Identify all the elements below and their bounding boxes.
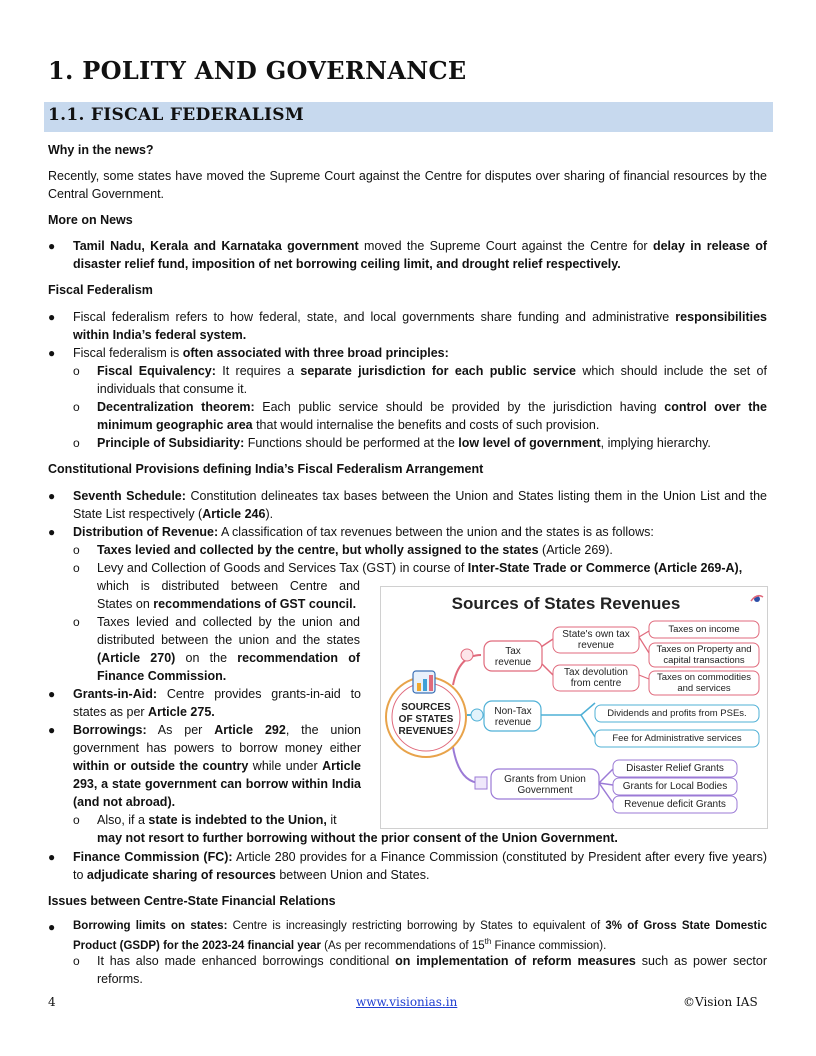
taxes-income-label: Taxes on income xyxy=(668,624,740,635)
section-heading: 1.1. FISCAL FEDERALISM xyxy=(48,105,304,125)
disaster-grants-label: Disaster Relief Grants xyxy=(626,763,724,774)
copyright: ©Vision IAS xyxy=(683,995,758,1009)
infographic-title: Sources of States Revenues xyxy=(451,594,681,613)
constitutional-title: Constitutional Provisions defining India’s Fiscal Federalism Arrangement xyxy=(48,462,484,476)
issues-title: Issues between Centre-State Financial Relations xyxy=(48,894,336,908)
why-news-text: Recently, some states have moved the Supreme Court against the Centre for disputes over sharing of financial resources by the Central Government. xyxy=(48,169,767,201)
fee-admin-label: Fee for Administrative services xyxy=(612,733,742,744)
page-number: 4 xyxy=(48,995,56,1009)
fiscal-fed-title: Fiscal Federalism xyxy=(48,283,153,297)
sources-of-revenue-infographic xyxy=(380,586,768,829)
website-link[interactable]: www.visionias.in xyxy=(356,995,458,1009)
taxes-property-label: Taxes on Property and capital transactions xyxy=(656,644,752,666)
more-news-title: More on News xyxy=(48,213,133,227)
dividends-label: Dividends and profits from PSEs. xyxy=(607,708,747,719)
taxes-commodities-label: Taxes on commodities and services xyxy=(657,672,751,694)
document-page: 1. POLITY AND GOVERNANCE 1.1. FISCAL FEDERALISM Why in the news? Recently, some states have moved the Supreme Court against the Centre for disputes over sharing of financial resources by the Central Government. More on News ● Tamil Nadu, Kerala and Karnataka government moved the Supreme Court against the Centre for delay in release of disaster relief fund, imposition of net borrowing ceiling limit, and drought relief respectively. Fiscal Federalism ● Fiscal federalism refers to how federal, state, and local governments share funding and administrative responsibilities within India’s federal system. ● Fiscal federalism is often associated with three broad principles: o Fiscal Equivalency: It requires a separate jurisdiction for each public service which should include the set of individuals that consume it. o Decentralization theorem: Each public service should be provided by the jurisdiction having control over the minimum geographic area that would internalise the benefits and costs of such provision. o Principle of Subsidiarity: Functions should be performed at the low level of government, implying hierarchy. Constitutional Provisions defining India’s Fiscal Federalism Arrangement ● Seventh Schedule: Constitution delineates tax bases between the Union and States listing them in the Union List and the State List respectively (Article 246). ● Distribution of Revenue: A classification of tax revenues between the union and the states is as follows: o Taxes levied and collected by the centre, but wholly assigned to the states (Article 269). o Levy and Collection of Goods and Services Tax (GST) in course of Inter-State Trade or Commerce (Article 269-A), which is distributed between Centre and States on recommendations of GST council. o Taxes levied and collected by the union and distributed between the union and the states (Article 270) on the recommendation of Finance Commission. ● Grants-in-Aid: Centre provides grants-in-aid to states as per Article 275. ● Borrowings: As per Article 292, the union government has powers to borrow money either within or outside the country while under Article 293, a state government can borrow within India (and not abroad). o Also, if a state is indebted to the Union, it may not resort to further borrowing without the prior consent of the Union Government. ● Finance Commission (FC): Article 280 provides for a Finance Commission (constituted by President after every five years) to adjudicate sharing of resources between Union and States. Issues between Centre-State Financial Relations ● Borrowing limits on states: Centre is increasingly restricting borrowing by States to equivalent of 3% of Gross State Domestic Product (GSDP) for the 2023-24 financial year (As per recommendations of 15th Finance commission). o It has also made enhanced borrowings conditional on implementation of reform measures such as power sector reforms. Sources of States Revenues SOURCES OF STATES REVENUES Tax revenue Non-Tax revenue Grants from Union Government State's own tax revenue Tax devolution from centre Taxes on income Taxes on Property and capital transactions Taxes on commodities and services Dividends and profits from PSEs. Fee for Administrative services Disaster Relief Grants Grants for Local Bodies Revenue deficit Grants 4 www.visionias.in ©Vision IAS xyxy=(0,0,816,1056)
local-bodies-grants-label: Grants for Local Bodies xyxy=(622,781,728,792)
revenue-deficit-grants-label: Revenue deficit Grants xyxy=(624,799,726,810)
why-news-title: Why in the news? xyxy=(48,143,154,157)
infographic-center-label: SOURCES OF STATES REVENUES xyxy=(398,702,454,737)
grants-union-label: Grants from Union Government xyxy=(504,774,586,796)
tax-revenue-label: Tax revenue xyxy=(494,646,532,668)
non-tax-revenue-label: Non-Tax revenue xyxy=(494,706,532,728)
tax-devolution-label: Tax devolution from centre xyxy=(564,667,628,689)
chapter-heading: 1. POLITY AND GOVERNANCE xyxy=(48,56,467,85)
own-tax-revenue-label: State's own tax revenue xyxy=(562,629,630,651)
